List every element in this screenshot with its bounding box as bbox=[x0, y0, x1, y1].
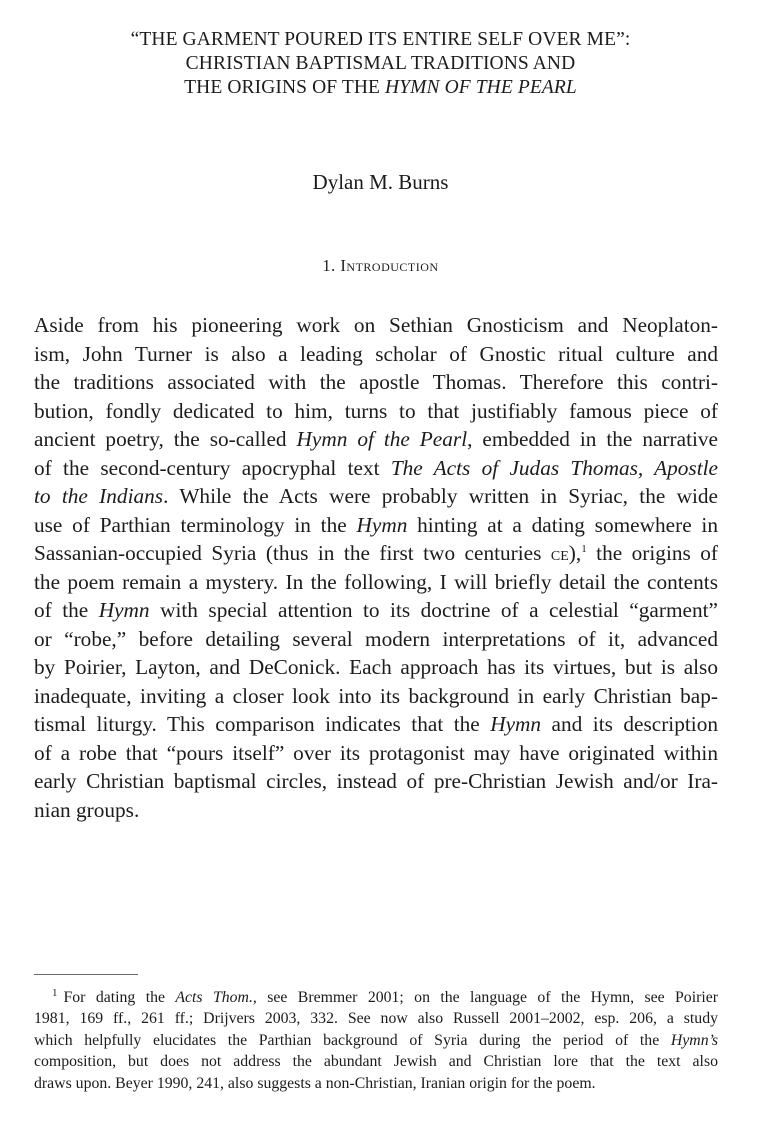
body-line: the traditions associated with the apostle Thomas. Therefore this contri- bbox=[34, 370, 718, 394]
body-text-run: the origins of bbox=[586, 541, 718, 565]
title-line-3-text: THE ORIGINS OF THE bbox=[184, 77, 386, 98]
body-text-run: with special attention to its doctrine of a celestial “garment” bbox=[149, 598, 718, 622]
footnote-divider bbox=[34, 974, 138, 975]
body-line: the poem remain a mystery. In the following, I will briefly detail the contents bbox=[34, 569, 718, 594]
footnote bbox=[34, 987, 718, 1094]
body-line: ism, John Turner is also a leading scholar of Gnostic ritual culture and bbox=[34, 341, 718, 366]
footnote-text-run: which helpfully elucidates the Parthian background of Syria during the period of the bbox=[34, 1031, 671, 1049]
article-title bbox=[0, 28, 761, 100]
footnote-italic-run: Hymn’s bbox=[670, 1031, 718, 1049]
footnote-line: draws upon. Beyer 1990, 241, also suggests a non-Christian, Iranian origin for the poem. bbox=[34, 1074, 596, 1092]
body-line bbox=[34, 596, 718, 625]
body-line: bution, fondly dedicated to him, turns to that justifiably famous piece of bbox=[34, 398, 718, 423]
title-line-1: “THE GARMENT POURED ITS ENTIRE SELF OVER ME”: bbox=[130, 29, 631, 50]
body-text-run: ancient poetry, the so-called bbox=[34, 427, 297, 451]
body-italic-run: Hymn of the Pearl bbox=[296, 427, 468, 451]
footnote-mark: 1 bbox=[52, 986, 58, 999]
body-smallcaps-run: ce bbox=[550, 544, 569, 565]
body-italic-run: Hymn bbox=[98, 598, 150, 622]
body-text-run: hinting at a dating somewhere in bbox=[407, 512, 718, 537]
body-italic-run: to the Indians bbox=[34, 484, 164, 508]
body-text-run: tismal liturgy. This comparison indicates that the bbox=[34, 712, 491, 736]
footnote-text-run: For dating the bbox=[63, 989, 176, 1006]
section-heading: 1. Introduction bbox=[322, 256, 439, 275]
body-text-run: and its description bbox=[541, 712, 718, 736]
body-text-run: of the second-century apocryphal text bbox=[34, 455, 391, 480]
title-line-3 bbox=[0, 76, 761, 100]
footnote-italic-run: Acts Thom. bbox=[175, 989, 253, 1006]
body-line: nian groups. bbox=[34, 797, 140, 822]
author-name: Dylan M. Burns bbox=[312, 170, 449, 194]
footnote-line: 1981, 169 ff., 261 ff.; Drijvers 2003, 332. See now also Russell 2001–2002, esp. 206, a study bbox=[34, 1010, 718, 1028]
body-line bbox=[34, 425, 718, 454]
body-italic-run: Hymn bbox=[490, 712, 542, 736]
body-line: or “robe,” before detailing several modern interpretations of it, advanced bbox=[34, 626, 718, 651]
body-line bbox=[34, 511, 718, 540]
body-text-run: ), bbox=[568, 541, 582, 565]
footnote-text-run: , see Bremmer 2001; on the language of the Hymn, see Poirier bbox=[252, 989, 719, 1006]
body-text-run: Sassanian-occupied Syria (thus in the first two centuries bbox=[34, 541, 551, 565]
body-text-run: . While the Acts were probably written in Syriac, the wide bbox=[163, 484, 719, 508]
body-line: by Poirier, Layton, and DeConick. Each approach has its virtues, but is also bbox=[34, 655, 718, 679]
body-text-run: of the bbox=[34, 598, 99, 622]
body-text-run: , embedded in the narrative bbox=[467, 427, 719, 451]
body-line bbox=[34, 710, 718, 739]
body-line bbox=[34, 482, 718, 511]
footnote-reference[interactable]: 1 bbox=[581, 542, 587, 555]
body-line: inadequate, inviting a closer look into its background in early Christian bap- bbox=[34, 683, 718, 708]
footnote-line bbox=[34, 987, 718, 1008]
body-line bbox=[34, 454, 718, 483]
body-line: Aside from his pioneering work on Sethian Gnosticism and Neoplaton- bbox=[34, 313, 718, 337]
body-italic-run: Hymn bbox=[356, 512, 408, 537]
title-line-2: CHRISTIAN BAPTISMAL TRADITIONS AND bbox=[185, 53, 576, 74]
body-text-run: use of Parthian terminology in the bbox=[34, 512, 357, 537]
body-italic-run: The Acts of Judas Thomas, Apostle bbox=[390, 455, 718, 480]
body-line: early Christian baptismal circles, instead of pre-Christian Jewish and/or Ira- bbox=[34, 769, 718, 793]
title-line-3-italic: HYMN OF THE PEARL bbox=[385, 77, 577, 98]
footnote-line: composition, but does not address the abundant Jewish and Christian lore that the text also bbox=[34, 1053, 718, 1071]
footnote-line bbox=[34, 1030, 718, 1051]
body-line: of a robe that “pours itself” over its protagonist may have originated within bbox=[34, 740, 718, 765]
body-text bbox=[34, 311, 718, 824]
body-line bbox=[34, 539, 718, 568]
